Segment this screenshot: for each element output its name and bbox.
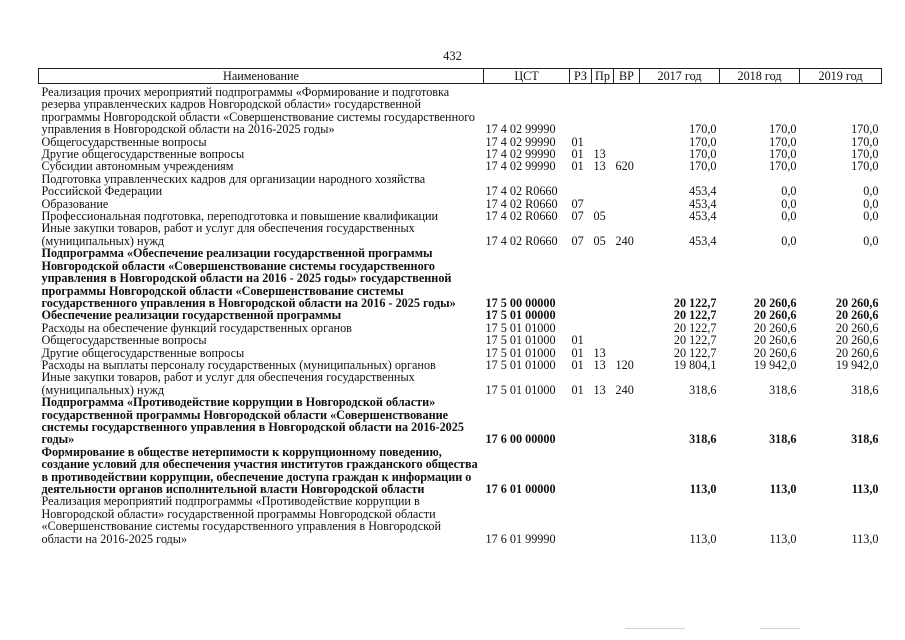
row-vr bbox=[614, 334, 640, 346]
row-vr bbox=[614, 84, 640, 136]
header-name: Наименование bbox=[39, 69, 484, 84]
row-rz bbox=[570, 173, 592, 198]
row-2017: 318,6 bbox=[689, 382, 717, 397]
row-pr bbox=[592, 309, 614, 321]
row-vr: 240 bbox=[615, 382, 634, 397]
row-name: Реализация мероприятий подпрограммы «Противодействие коррупции в Новгородской области» государственной программы Новгородской области «Совершенствование системы государственного управления в Новгородской области на 2016-2025 годы» bbox=[41, 494, 442, 546]
row-2018: 0,0 bbox=[781, 233, 797, 248]
row-vr bbox=[614, 210, 640, 222]
row-2017: 20 122,7 bbox=[673, 295, 717, 310]
row-cst: 17 5 01 01000 bbox=[485, 320, 556, 335]
row-2018: 20 260,6 bbox=[753, 308, 797, 323]
table-row bbox=[39, 84, 882, 136]
row-cst: 17 5 01 01000 bbox=[485, 345, 556, 360]
row-rz bbox=[570, 84, 592, 136]
table-row bbox=[39, 222, 882, 247]
row-2019: 0,0 bbox=[863, 233, 879, 248]
row-pr: 13 bbox=[593, 147, 606, 162]
table-row bbox=[39, 396, 882, 446]
row-2018: 170,0 bbox=[769, 134, 797, 149]
row-rz: 07 bbox=[571, 233, 584, 248]
row-2018: 170,0 bbox=[769, 122, 797, 137]
row-2018: 20 260,6 bbox=[753, 320, 797, 335]
row-cst: 17 6 01 99990 bbox=[485, 531, 556, 546]
table-row bbox=[39, 309, 882, 321]
row-vr bbox=[614, 396, 640, 446]
row-2017: 170,0 bbox=[689, 122, 717, 137]
row-vr bbox=[614, 173, 640, 198]
row-pr: 05 bbox=[593, 233, 606, 248]
row-cst: 17 4 02 R0660 bbox=[485, 233, 558, 248]
row-cst: 17 4 02 R0660 bbox=[485, 196, 558, 211]
row-rz bbox=[570, 396, 592, 446]
page-number: 432 bbox=[443, 49, 462, 63]
row-cst: 17 4 02 99990 bbox=[485, 122, 556, 137]
row-2019: 170,0 bbox=[851, 159, 879, 174]
table-row bbox=[39, 495, 882, 545]
row-cst: 17 5 01 00000 bbox=[485, 308, 556, 323]
row-2017: 19 804,1 bbox=[673, 357, 717, 372]
row-name: Подпрограмма «Обеспечение реализации государственной программы Новгородской области «Совершенствование системы государственного управления в Новгородской области на 2016 - 2025 годы» государственной программы Новгородской области «Совершенствование системы государственного управления в Новгородской области на 2016 - 2025 годы» bbox=[41, 246, 456, 310]
scan-artifact bbox=[625, 628, 685, 629]
table-row bbox=[39, 247, 882, 309]
row-2019: 318,6 bbox=[851, 382, 879, 397]
row-2019: 20 260,6 bbox=[835, 308, 879, 323]
row-2019: 0,0 bbox=[863, 184, 879, 199]
row-2019: 0,0 bbox=[863, 196, 879, 211]
row-2017: 453,4 bbox=[689, 209, 717, 224]
row-vr bbox=[614, 247, 640, 309]
scan-artifact bbox=[760, 628, 800, 629]
row-rz: 01 bbox=[571, 357, 584, 372]
header-pr: Пр bbox=[592, 69, 614, 84]
table-row bbox=[39, 173, 882, 198]
row-pr bbox=[592, 84, 614, 136]
row-cst: 17 4 02 R0660 bbox=[485, 209, 558, 224]
row-name: Обеспечение реализации государственной программы bbox=[41, 308, 342, 323]
row-rz: 01 bbox=[571, 345, 584, 360]
row-2018: 0,0 bbox=[781, 184, 797, 199]
row-name: Формирование в обществе нетерпимости к коррупционному поведению, создание условий для обеспечения участия институтов гражданского общества в противодействии коррупции, обеспечение доступа граждан к информации о деятельности органов исполнительной власти Новгородской области bbox=[41, 444, 478, 496]
row-rz bbox=[570, 446, 592, 496]
table-body bbox=[39, 84, 882, 546]
row-2019: 113,0 bbox=[851, 531, 879, 546]
row-2019: 170,0 bbox=[851, 134, 879, 149]
row-pr bbox=[592, 334, 614, 346]
header-cst: ЦСТ bbox=[484, 69, 570, 84]
row-2019: 20 260,6 bbox=[835, 345, 879, 360]
header-vr: ВР bbox=[614, 69, 640, 84]
row-name: Подпрограмма «Противодействие коррупции в Новгородской области» государственной программы Новгородской области «Совершенствование системы государственного управления в Новгородской области на 2016-2025 годы» bbox=[41, 395, 464, 447]
row-2017: 170,0 bbox=[689, 147, 717, 162]
row-rz bbox=[570, 247, 592, 309]
header-2019: 2019 год bbox=[800, 69, 882, 84]
row-vr: 240 bbox=[615, 233, 634, 248]
row-vr bbox=[614, 446, 640, 496]
row-2018: 170,0 bbox=[769, 159, 797, 174]
row-vr bbox=[614, 322, 640, 334]
row-vr bbox=[614, 136, 640, 148]
row-rz: 07 bbox=[571, 196, 584, 211]
row-pr bbox=[592, 247, 614, 309]
row-rz bbox=[570, 309, 592, 321]
row-2019: 318,6 bbox=[851, 432, 879, 447]
header-2017: 2017 год bbox=[640, 69, 720, 84]
row-2018: 113,0 bbox=[769, 482, 797, 496]
table-row bbox=[39, 160, 882, 172]
row-2018: 318,6 bbox=[769, 382, 797, 397]
budget-table bbox=[38, 68, 882, 545]
row-2019: 20 260,6 bbox=[835, 295, 879, 310]
row-name: Расходы на обеспечение функций государственных органов bbox=[41, 320, 352, 335]
row-name: Профессиональная подготовка, переподготовка и повышение квалификации bbox=[41, 209, 439, 224]
row-cst: 17 4 02 99990 bbox=[485, 147, 556, 162]
row-pr: 05 bbox=[593, 209, 606, 224]
row-cst: 17 5 00 00000 bbox=[485, 295, 556, 310]
row-2019: 113,0 bbox=[851, 482, 879, 496]
row-cst: 17 5 01 01000 bbox=[485, 333, 556, 348]
row-2017: 453,4 bbox=[689, 196, 717, 211]
row-2017: 170,0 bbox=[689, 159, 717, 174]
row-2018: 20 260,6 bbox=[753, 295, 797, 310]
row-2019: 20 260,6 bbox=[835, 333, 879, 348]
table-row bbox=[39, 334, 882, 346]
row-cst: 17 4 02 R0660 bbox=[485, 184, 558, 199]
row-cst: 17 6 01 00000 bbox=[485, 482, 556, 496]
row-pr: 13 bbox=[593, 345, 606, 360]
row-2017: 453,4 bbox=[689, 184, 717, 199]
row-2018: 170,0 bbox=[769, 147, 797, 162]
row-vr bbox=[614, 495, 640, 545]
row-2018: 318,6 bbox=[769, 432, 797, 447]
row-name: Общегосударственные вопросы bbox=[41, 134, 207, 149]
row-vr: 620 bbox=[615, 159, 634, 174]
row-pr: 13 bbox=[593, 159, 606, 174]
row-pr: 13 bbox=[593, 382, 606, 397]
row-name: Иные закупки товаров, работ и услуг для обеспечения государственных (муниципальных) нужд bbox=[41, 370, 415, 397]
row-cst: 17 4 02 99990 bbox=[485, 159, 556, 174]
row-2018: 0,0 bbox=[781, 196, 797, 211]
row-2019: 19 942,0 bbox=[835, 357, 879, 372]
row-vr bbox=[614, 309, 640, 321]
row-pr: 13 bbox=[593, 357, 606, 372]
row-2018: 20 260,6 bbox=[753, 345, 797, 360]
row-cst: 17 5 01 01000 bbox=[485, 357, 556, 372]
row-name: Образование bbox=[41, 196, 109, 211]
row-pr bbox=[592, 396, 614, 446]
row-2017: 318,6 bbox=[689, 432, 717, 447]
row-cst: 17 4 02 99990 bbox=[485, 134, 556, 149]
row-2019: 0,0 bbox=[863, 209, 879, 224]
row-2017: 20 122,7 bbox=[673, 308, 717, 323]
row-rz: 01 bbox=[571, 134, 584, 149]
row-rz: 01 bbox=[571, 159, 584, 174]
row-vr bbox=[614, 198, 640, 210]
row-name: Иные закупки товаров, работ и услуг для обеспечения государственных (муниципальных) нужд bbox=[41, 221, 415, 248]
header-rz: РЗ bbox=[570, 69, 592, 84]
row-rz bbox=[570, 495, 592, 545]
row-2017: 113,0 bbox=[689, 531, 717, 546]
table-row bbox=[39, 446, 882, 496]
table-row bbox=[39, 371, 882, 396]
row-name: Реализация прочих мероприятий подпрограммы «Формирование и подготовка резерва управленческих кадров Новгородской области» государственной программы Новгородской области «Совершенствование системы государственного управления в Новгородской области на 2016-2025 годы» bbox=[41, 85, 475, 137]
row-name: Подготовка управленческих кадров для организации народного хозяйства Российской Федерации bbox=[41, 171, 426, 199]
row-rz: 01 bbox=[571, 147, 584, 162]
row-2017: 170,0 bbox=[689, 134, 717, 149]
row-2018: 20 260,6 bbox=[753, 333, 797, 348]
row-2018: 113,0 bbox=[769, 531, 797, 546]
row-2018: 19 942,0 bbox=[753, 357, 797, 372]
row-2017: 113,0 bbox=[689, 482, 717, 496]
row-2018: 0,0 bbox=[781, 209, 797, 224]
row-2019: 20 260,6 bbox=[835, 320, 879, 335]
row-rz: 01 bbox=[571, 382, 584, 397]
row-2017: 453,4 bbox=[689, 233, 717, 248]
row-name: Другие общегосударственные вопросы bbox=[41, 147, 245, 162]
row-2017: 20 122,7 bbox=[673, 345, 717, 360]
row-name: Общегосударственные вопросы bbox=[41, 333, 207, 348]
row-name: Расходы на выплаты персоналу государственных (муниципальных) органов bbox=[41, 357, 436, 372]
row-name: Субсидии автономным учреждениям bbox=[41, 159, 234, 174]
row-2017: 20 122,7 bbox=[673, 333, 717, 348]
row-cst: 17 6 00 00000 bbox=[485, 432, 556, 447]
row-name: Другие общегосударственные вопросы bbox=[41, 345, 245, 360]
table-header-row bbox=[39, 69, 882, 84]
row-cst: 17 5 01 01000 bbox=[485, 382, 556, 397]
row-pr bbox=[592, 322, 614, 334]
row-pr bbox=[592, 173, 614, 198]
row-rz: 01 bbox=[571, 333, 584, 348]
row-2017: 20 122,7 bbox=[673, 320, 717, 335]
row-pr bbox=[592, 446, 614, 496]
header-2018: 2018 год bbox=[720, 69, 800, 84]
row-2019: 170,0 bbox=[851, 147, 879, 162]
row-pr bbox=[592, 495, 614, 545]
row-2019: 170,0 bbox=[851, 122, 879, 137]
row-rz: 07 bbox=[571, 209, 584, 224]
row-vr: 120 bbox=[615, 357, 634, 372]
